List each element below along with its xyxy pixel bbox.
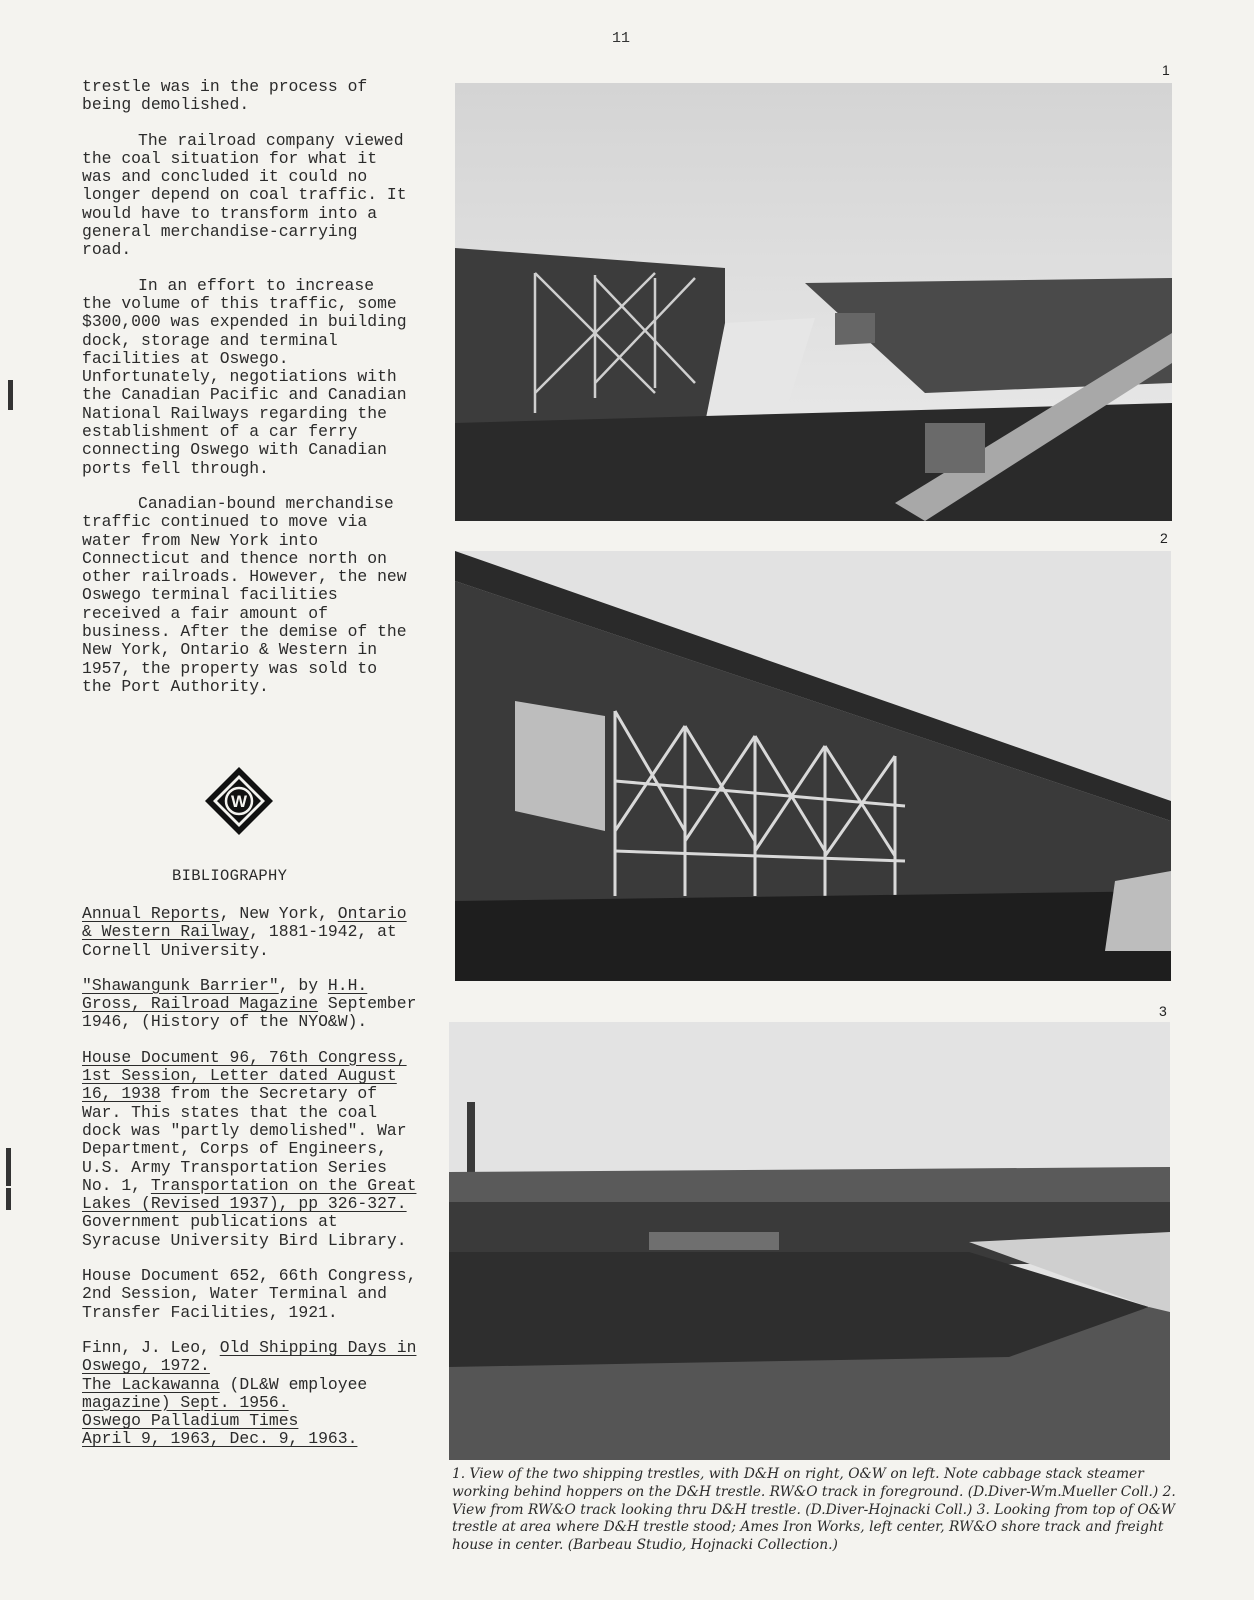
entry-title: House Document 96, 76th Congress, 1st Session, Letter dated August 16, 1938 — [82, 1047, 407, 1104]
photo-caption: 1. View of the two shipping trestles, with D&H on right, O&W on left. Note cabbage stack steamer working behind hoppers on the D&H trestle. RW&O track in foreground. (D.Diver-Wm.Mueller Coll.) 2. View from RW&O track looking thru D&H trestle. (D.Diver-Hojnacki Coll.) 3. Looking from top of O&W trestle at area where D&H trestle stood; Ames Iron Works, left center, RW&O shore track and freight house in center. (Barbeau Studio, Hojnacki Collection.) — [452, 1466, 1176, 1554]
entry-title: April 9, 1963, Dec. 9, 1963. — [82, 1429, 358, 1449]
entry-title: Old Shipping Days in Oswego, 1972. — [82, 1337, 417, 1376]
photo-number: 3 — [1159, 1003, 1167, 1019]
scan-mark — [6, 1148, 11, 1186]
scan-mark — [8, 380, 13, 410]
bibliography-entry — [82, 1049, 417, 1250]
entry-text: (DL&W employee — [219, 1374, 368, 1394]
paragraph: The railroad company viewed the coal situation for what it was and concluded it could no longer depend on coal traffic. It would have to transform into a general merchandise-carrying road. — [82, 130, 407, 260]
photo-shipping-trestles — [455, 83, 1172, 521]
entry-text: Government publications at Syracuse University Bird Library. — [82, 1212, 407, 1250]
entry-title: Transportation on the Great Lakes (Revised 1937), pp 326-327. — [82, 1175, 417, 1214]
bibliography-entry — [82, 1267, 417, 1322]
logo-letter: W — [230, 792, 248, 811]
entry-text: , 1881-1942, at Cornell University. — [82, 922, 397, 960]
scan-mark — [6, 1188, 11, 1210]
entry-title: "Shawangunk Barrier" — [82, 975, 279, 995]
bibliography-entry — [82, 1339, 417, 1376]
entry-title: H.H. Gross, Railroad Magazine — [82, 975, 368, 1014]
entry-text: Finn, J. Leo, — [82, 1337, 220, 1357]
photo-trestle-view — [455, 551, 1171, 981]
entry-title: Annual Reports — [82, 904, 220, 923]
bibliography-entry — [82, 977, 417, 1032]
bibliography-entry — [82, 1376, 417, 1413]
photo-number: 2 — [1160, 530, 1168, 546]
page-number: 11 — [612, 30, 631, 47]
photo-number: 1 — [1162, 62, 1170, 78]
entry-title: The Lackawanna — [82, 1374, 220, 1394]
ow-diamond-logo — [204, 766, 274, 836]
paragraph: Canadian-bound merchandise traffic continued to move via water from New York into Connecticut and thence north on other railroads. However, the new Oswego terminal facilities received a fair amount of business. After the demise of the New York, Ontario & Western in 1957, the property was sold to the Port Authority. — [82, 493, 407, 696]
left-column-text — [82, 78, 412, 713]
bibliography-entry — [82, 905, 417, 960]
entry-title: magazine) Sept. 1956. — [82, 1392, 289, 1412]
entry-title: Ontario & Western Railway — [82, 904, 407, 942]
entry-text: September 1946, (History of the NYO&W). — [82, 994, 417, 1032]
bibliography-entry — [82, 1412, 417, 1449]
paragraph: In an effort to increase the volume of this traffic, some $300,000 was expended in building dock, storage and terminal facilities at Oswego. Unfortunately, negotiations with the Canadian Pacific and Canadian National Railways regarding the establishment of a car ferry connecting Oswego with Canadian ports fell through. — [82, 275, 407, 478]
entry-text: from the Secretary of War. This states that the coal dock was "partly demolished". War Department, Corps of Engineers, U.S. Army Transportation Series No. 1, — [82, 1084, 407, 1195]
paragraph: trestle was in the process of being demolished. — [82, 77, 368, 115]
entry-text: , by — [278, 975, 328, 995]
bibliography-heading: BIBLIOGRAPHY — [172, 867, 288, 885]
entry-title: Oswego Palladium Times — [82, 1411, 299, 1431]
bibliography-list — [82, 905, 417, 1466]
entry-text: House Document 652, 66th Congress, 2nd Session, Water Terminal and Transfer Facilities, 1921. — [82, 1266, 417, 1322]
photo-area-view — [449, 1022, 1170, 1460]
entry-text: , New York, — [219, 904, 338, 923]
